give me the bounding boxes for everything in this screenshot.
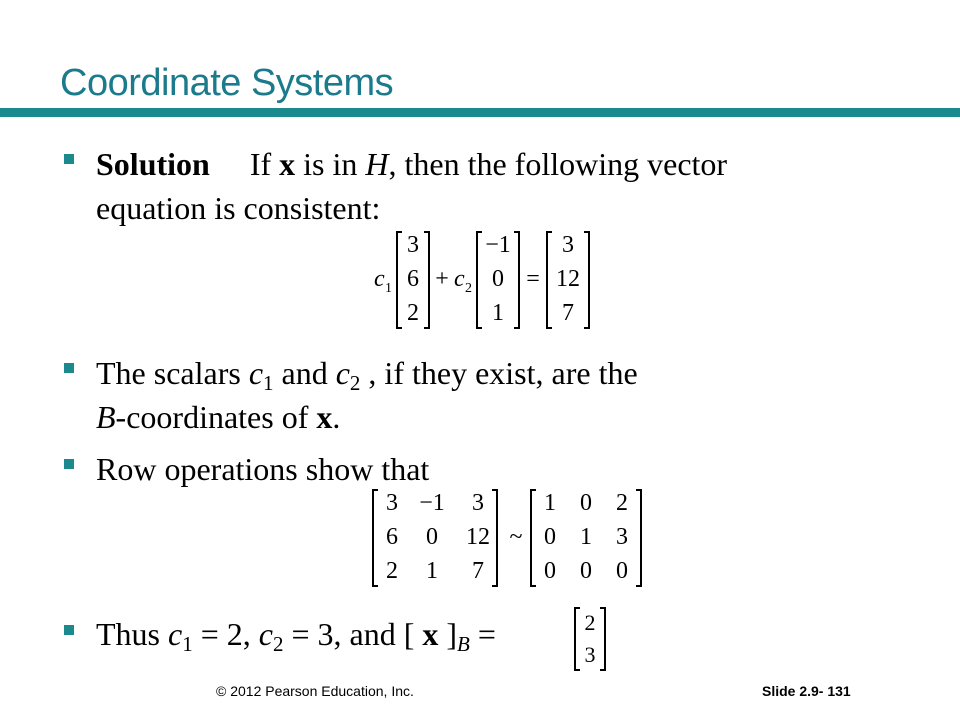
title-underline [0, 108, 960, 117]
matrix-entry: 2 [616, 490, 628, 516]
vector-x: x [422, 616, 439, 652]
matrix-entry: 3 [407, 232, 419, 258]
bracket [531, 490, 536, 586]
subscript: 1 [182, 632, 193, 656]
text-segment: The scalars [96, 355, 249, 391]
text-segment: ] [438, 616, 458, 652]
subscript: 2 [349, 371, 361, 395]
matrix-entry: 3 [386, 490, 398, 516]
matrix-entry: 1 [426, 558, 438, 584]
bracket [373, 490, 378, 586]
bracket [514, 232, 519, 328]
text-segment: -coordinates of [115, 399, 317, 435]
bracket [575, 608, 580, 670]
matrix-entry: 3 [616, 524, 628, 550]
matrix-entry: 6 [407, 266, 419, 292]
plus-sign: + [435, 266, 449, 292]
footer-copyright: © 2012 Pearson Education, Inc. [216, 683, 414, 699]
text-segment: Thus [96, 616, 168, 652]
bracket [492, 490, 497, 586]
slide-title: Coordinate Systems [60, 62, 394, 104]
scalar-c1: c [248, 355, 264, 391]
row-equivalent-symbol: ~ [509, 524, 523, 550]
subscript-B: B [457, 632, 470, 656]
matrix-entry: 3 [472, 490, 484, 516]
matrix-entry: 0 [492, 266, 504, 292]
matrix-entry: 1 [492, 300, 504, 326]
matrix-entry: 0 [580, 490, 592, 516]
row-reduction-svg [370, 486, 650, 590]
matrix-entry: 3 [584, 642, 596, 667]
bracket [397, 232, 402, 328]
vector-equation [370, 228, 610, 337]
coef-c1-sub: 1 [385, 281, 392, 296]
coef-c2-sub: 2 [465, 281, 472, 296]
matrix-entry: 7 [472, 558, 484, 584]
matrix-entry: 0 [544, 524, 556, 550]
matrix-entry: 2 [584, 610, 596, 635]
vector-x: x [316, 399, 333, 435]
subspace-H: H [365, 146, 389, 182]
coordinate-vector [572, 604, 612, 679]
matrix-entry: −1 [485, 232, 511, 258]
bracket [636, 490, 641, 586]
matrix-entry: 2 [386, 558, 398, 584]
bullet-thus [96, 614, 496, 654]
equals-sign: = [526, 266, 540, 292]
matrix-entry: −1 [419, 490, 445, 516]
matrix-entry: 6 [386, 524, 398, 550]
text-segment: , then the following vector [388, 146, 728, 182]
text-segment: . [332, 399, 341, 435]
matrix-entry: 0 [580, 558, 592, 584]
vector-x: x [279, 146, 296, 182]
text-segment: = 3, and [ [283, 616, 423, 652]
solution-label: Solution [96, 146, 210, 182]
bracket [547, 232, 552, 328]
bullet-marker-3 [64, 459, 74, 469]
text-segment: = [469, 616, 496, 652]
subscript: 2 [272, 632, 284, 656]
bracket [600, 608, 605, 670]
matrix-entry: 0 [426, 524, 438, 550]
coordinate-vector-svg [572, 604, 612, 674]
matrix-entry: 12 [556, 266, 580, 292]
basis-B: B [96, 399, 116, 435]
coef-c2: c [454, 266, 465, 292]
matrix-entry: 2 [407, 300, 419, 326]
scalar-c1: c [168, 616, 183, 652]
text-segment: and [273, 355, 336, 391]
matrix-entry: 1 [544, 490, 556, 516]
bullet-marker-2 [64, 363, 74, 373]
bullet-scalars-line1 [96, 353, 638, 393]
matrix-entry: 7 [562, 300, 574, 326]
matrix-entry: 0 [616, 558, 628, 584]
text-segment: If [249, 146, 280, 182]
text-segment: is in [295, 146, 366, 182]
scalar-c2: c [258, 616, 273, 652]
coef-c1: c [374, 266, 385, 292]
bullet-solution-line2: equation is consistent: [96, 190, 381, 226]
text-segment: , if they exist, are the [360, 355, 638, 391]
scalar-c2: c [335, 355, 350, 391]
bullet-marker-1 [64, 154, 74, 164]
footer-slide-number: Slide 2.9- 131 [762, 683, 851, 699]
matrix-entry: 3 [562, 232, 574, 258]
row-reduction [370, 486, 650, 595]
subscript: 1 [263, 371, 274, 395]
bullet-row-operations: Row operations show that [96, 451, 430, 487]
matrix-entry: 0 [544, 558, 556, 584]
matrix-entry: 12 [466, 524, 490, 550]
matrix-entry: 1 [580, 524, 592, 550]
vector-equation-svg [370, 228, 610, 332]
text-segment: = 2, [192, 616, 259, 652]
bracket [477, 232, 482, 328]
bullet-solution-line1 [96, 144, 727, 184]
bullet-marker-4 [64, 625, 74, 635]
bracket [424, 232, 429, 328]
bullet-scalars-line2 [96, 397, 340, 437]
bracket [584, 232, 589, 328]
